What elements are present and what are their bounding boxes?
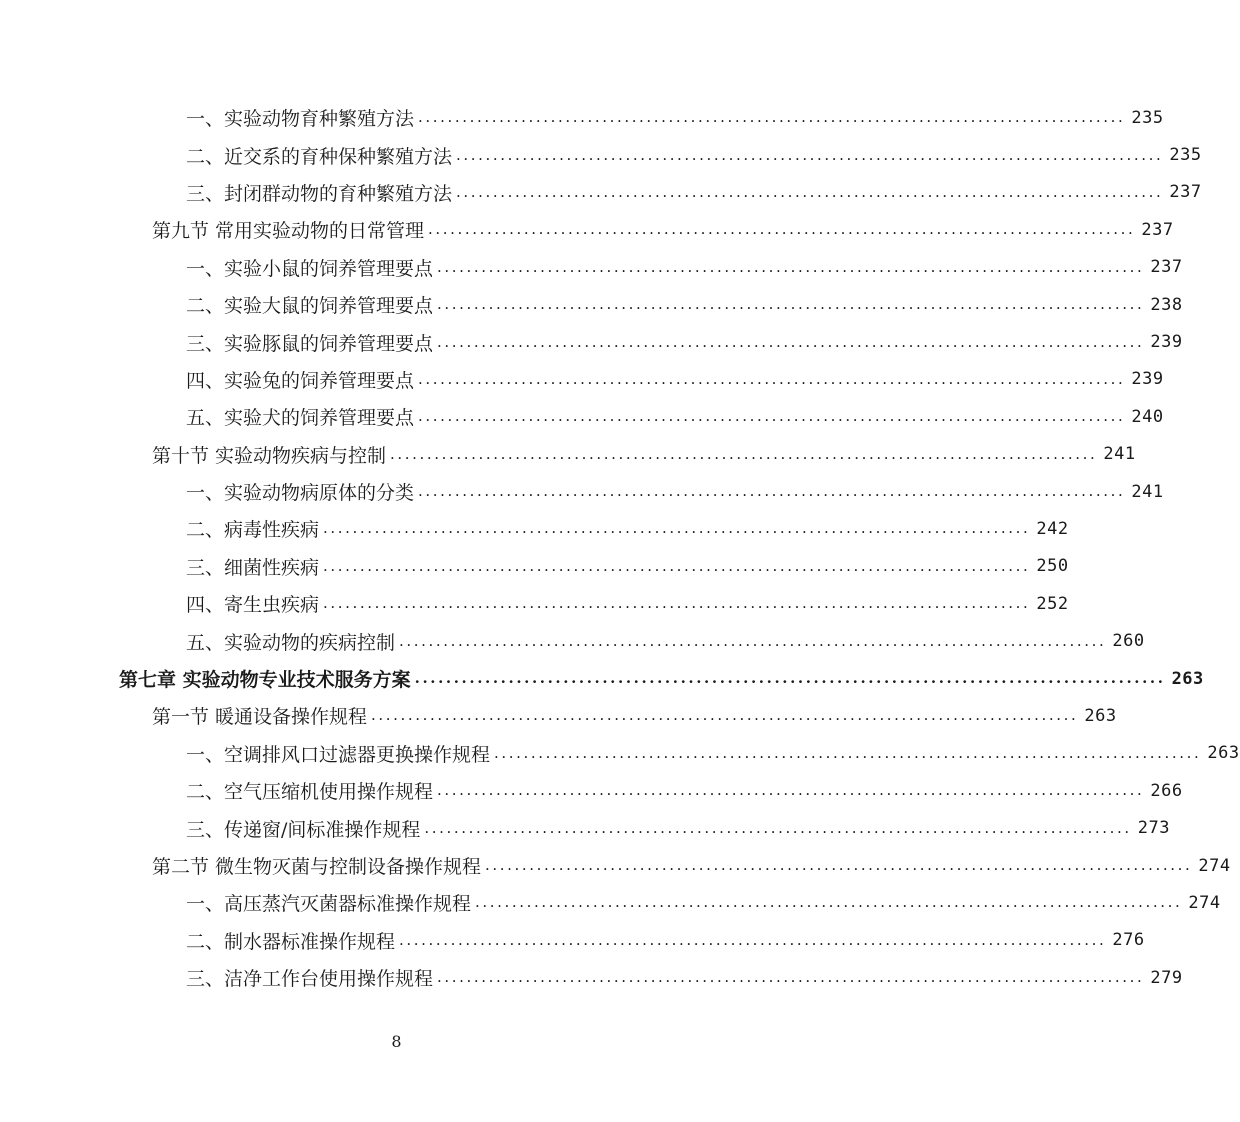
toc-entry-title: 三、传递窗/间标准操作规程 bbox=[186, 818, 421, 841]
toc-entry-page-number: 237 bbox=[1150, 257, 1183, 278]
toc-leader-dots: ................................................................................................ bbox=[390, 444, 1098, 463]
page-number: 8 bbox=[391, 1032, 402, 1051]
toc-entry-page-number: 241 bbox=[1131, 481, 1164, 502]
toc-section-entry[interactable] bbox=[0, 436, 1136, 473]
toc-entry-page-number: 237 bbox=[1169, 182, 1202, 203]
table-of-contents bbox=[0, 99, 1240, 996]
toc-entry-title: 三、封闭群动物的育种繁殖方法 bbox=[186, 182, 453, 205]
toc-subsection-entry[interactable] bbox=[0, 884, 1221, 921]
toc-entry-page-number: 279 bbox=[1150, 967, 1183, 988]
toc-subsection-entry[interactable] bbox=[0, 361, 1164, 398]
toc-leader-dots: ................................................................................................ bbox=[456, 145, 1164, 164]
toc-subsection-entry[interactable] bbox=[0, 136, 1202, 173]
toc-entry-title: 三、细菌性疾病 bbox=[186, 556, 320, 579]
toc-leader-dots: ................................................................................................ bbox=[323, 594, 1031, 613]
toc-entry-page-number: 241 bbox=[1103, 444, 1136, 465]
toc-entry-page-number: 263 bbox=[1171, 668, 1204, 689]
toc-entry-page-number: 237 bbox=[1141, 219, 1174, 240]
toc-subsection-entry[interactable] bbox=[0, 286, 1183, 323]
toc-subsection-entry[interactable] bbox=[0, 548, 1069, 585]
toc-leader-dots: ................................................................................................ bbox=[437, 968, 1145, 987]
toc-entry-page-number: 235 bbox=[1131, 107, 1164, 128]
toc-leader-dots: ................................................................................................ bbox=[418, 108, 1126, 127]
toc-entry-title: 三、实验豚鼠的饲养管理要点 bbox=[186, 332, 434, 355]
toc-subsection-entry[interactable] bbox=[0, 622, 1145, 659]
toc-entry-title: 五、实验犬的饲养管理要点 bbox=[186, 407, 415, 430]
toc-leader-dots: ................................................................................................ bbox=[414, 669, 1166, 688]
toc-leader-dots: ................................................................................................ bbox=[418, 369, 1126, 388]
toc-entry-title: 一、实验小鼠的饲养管理要点 bbox=[186, 257, 434, 280]
toc-section-entry[interactable] bbox=[0, 697, 1117, 734]
toc-leader-dots: ................................................................................................ bbox=[323, 519, 1031, 538]
toc-subsection-entry[interactable] bbox=[0, 959, 1183, 996]
toc-leader-dots: ................................................................................................ bbox=[424, 818, 1132, 837]
toc-subsection-entry[interactable] bbox=[0, 99, 1164, 136]
toc-entry-page-number: 263 bbox=[1084, 705, 1117, 726]
toc-subsection-entry[interactable] bbox=[0, 174, 1202, 211]
toc-entry-title: 五、实验动物的疾病控制 bbox=[186, 631, 396, 654]
toc-leader-dots: ................................................................................................ bbox=[437, 781, 1145, 800]
toc-leader-dots: ................................................................................................ bbox=[437, 295, 1145, 314]
toc-entry-title: 一、空调排风口过滤器更换操作规程 bbox=[186, 743, 491, 766]
toc-entry-title: 一、实验动物育种繁殖方法 bbox=[186, 108, 415, 131]
toc-subsection-entry[interactable] bbox=[0, 809, 1170, 846]
toc-entry-title: 四、寄生虫疾病 bbox=[186, 594, 320, 617]
toc-leader-dots: ................................................................................................ bbox=[485, 856, 1193, 874]
toc-entry-page-number: 273 bbox=[1137, 818, 1170, 839]
toc-section-entry[interactable] bbox=[0, 211, 1174, 248]
toc-subsection-entry[interactable] bbox=[0, 510, 1069, 547]
toc-entry-title: 四、实验兔的饲养管理要点 bbox=[186, 369, 415, 392]
toc-subsection-entry[interactable] bbox=[0, 323, 1183, 360]
toc-entry-title: 一、实验动物病原体的分类 bbox=[186, 482, 415, 505]
toc-entry-page-number: 235 bbox=[1169, 145, 1202, 166]
toc-entry-title: 第一节 暖通设备操作规程 bbox=[152, 706, 368, 729]
toc-leader-dots: ................................................................................................ bbox=[399, 930, 1107, 949]
toc-leader-dots: ................................................................................................ bbox=[437, 332, 1145, 351]
toc-entry-title: 第二节 微生物灭菌与控制设备操作规程 bbox=[152, 856, 482, 878]
toc-entry-page-number: 252 bbox=[1036, 593, 1069, 614]
toc-entry-page-number: 274 bbox=[1188, 892, 1221, 913]
toc-entry-page-number: 250 bbox=[1036, 556, 1069, 577]
toc-leader-dots: ................................................................................................ bbox=[437, 257, 1145, 276]
toc-leader-dots: ................................................................................................ bbox=[475, 893, 1183, 912]
toc-subsection-entry[interactable] bbox=[0, 473, 1164, 510]
toc-entry-page-number: 240 bbox=[1131, 406, 1164, 427]
toc-entry-title: 第九节 常用实验动物的日常管理 bbox=[152, 220, 425, 243]
toc-subsection-entry[interactable] bbox=[0, 772, 1183, 809]
toc-entry-title: 第十节 实验动物疾病与控制 bbox=[152, 444, 387, 467]
toc-subsection-entry[interactable] bbox=[0, 735, 1240, 772]
toc-leader-dots: ................................................................................................ bbox=[418, 407, 1126, 426]
toc-leader-dots: ................................................................................................ bbox=[494, 743, 1202, 762]
toc-entry-page-number: 266 bbox=[1150, 780, 1183, 801]
toc-leader-dots: ................................................................................................ bbox=[456, 182, 1164, 201]
toc-entry-page-number: 239 bbox=[1150, 332, 1183, 353]
toc-entry-page-number: 263 bbox=[1207, 743, 1240, 764]
toc-entry-title: 二、近交系的育种保种繁殖方法 bbox=[186, 145, 453, 168]
toc-subsection-entry[interactable] bbox=[0, 249, 1183, 286]
toc-leader-dots: ................................................................................................ bbox=[399, 631, 1107, 650]
toc-leader-dots: ................................................................................................ bbox=[418, 482, 1126, 501]
toc-entry-title: 第七章 实验动物专业技术服务方案 bbox=[119, 669, 411, 692]
toc-leader-dots: ................................................................................................ bbox=[428, 220, 1136, 239]
toc-leader-dots: ................................................................................................ bbox=[323, 556, 1031, 575]
toc-subsection-entry[interactable] bbox=[0, 922, 1145, 959]
toc-entry-page-number: 239 bbox=[1131, 369, 1164, 390]
toc-entry-title: 二、实验大鼠的饲养管理要点 bbox=[186, 295, 434, 318]
toc-entry-title: 二、病毒性疾病 bbox=[186, 519, 320, 542]
toc-entry-page-number: 260 bbox=[1112, 631, 1145, 652]
toc-entry-title: 二、制水器标准操作规程 bbox=[186, 930, 396, 953]
toc-subsection-entry[interactable] bbox=[0, 585, 1069, 622]
toc-entry-page-number: 274 bbox=[1198, 855, 1231, 876]
toc-entry-page-number: 242 bbox=[1036, 518, 1069, 539]
toc-entry-title: 三、洁净工作台使用操作规程 bbox=[186, 968, 434, 991]
toc-subsection-entry[interactable] bbox=[0, 398, 1164, 435]
toc-entry-page-number: 276 bbox=[1112, 930, 1145, 951]
toc-leader-dots: ................................................................................................ bbox=[371, 706, 1079, 725]
toc-entry-title: 一、高压蒸汽灭菌器标准操作规程 bbox=[186, 893, 472, 916]
toc-entry-page-number: 238 bbox=[1150, 294, 1183, 315]
toc-chapter-entry[interactable] bbox=[0, 660, 1204, 697]
toc-entry-title: 二、空气压缩机使用操作规程 bbox=[186, 781, 434, 804]
toc-section-entry[interactable] bbox=[0, 847, 1231, 884]
